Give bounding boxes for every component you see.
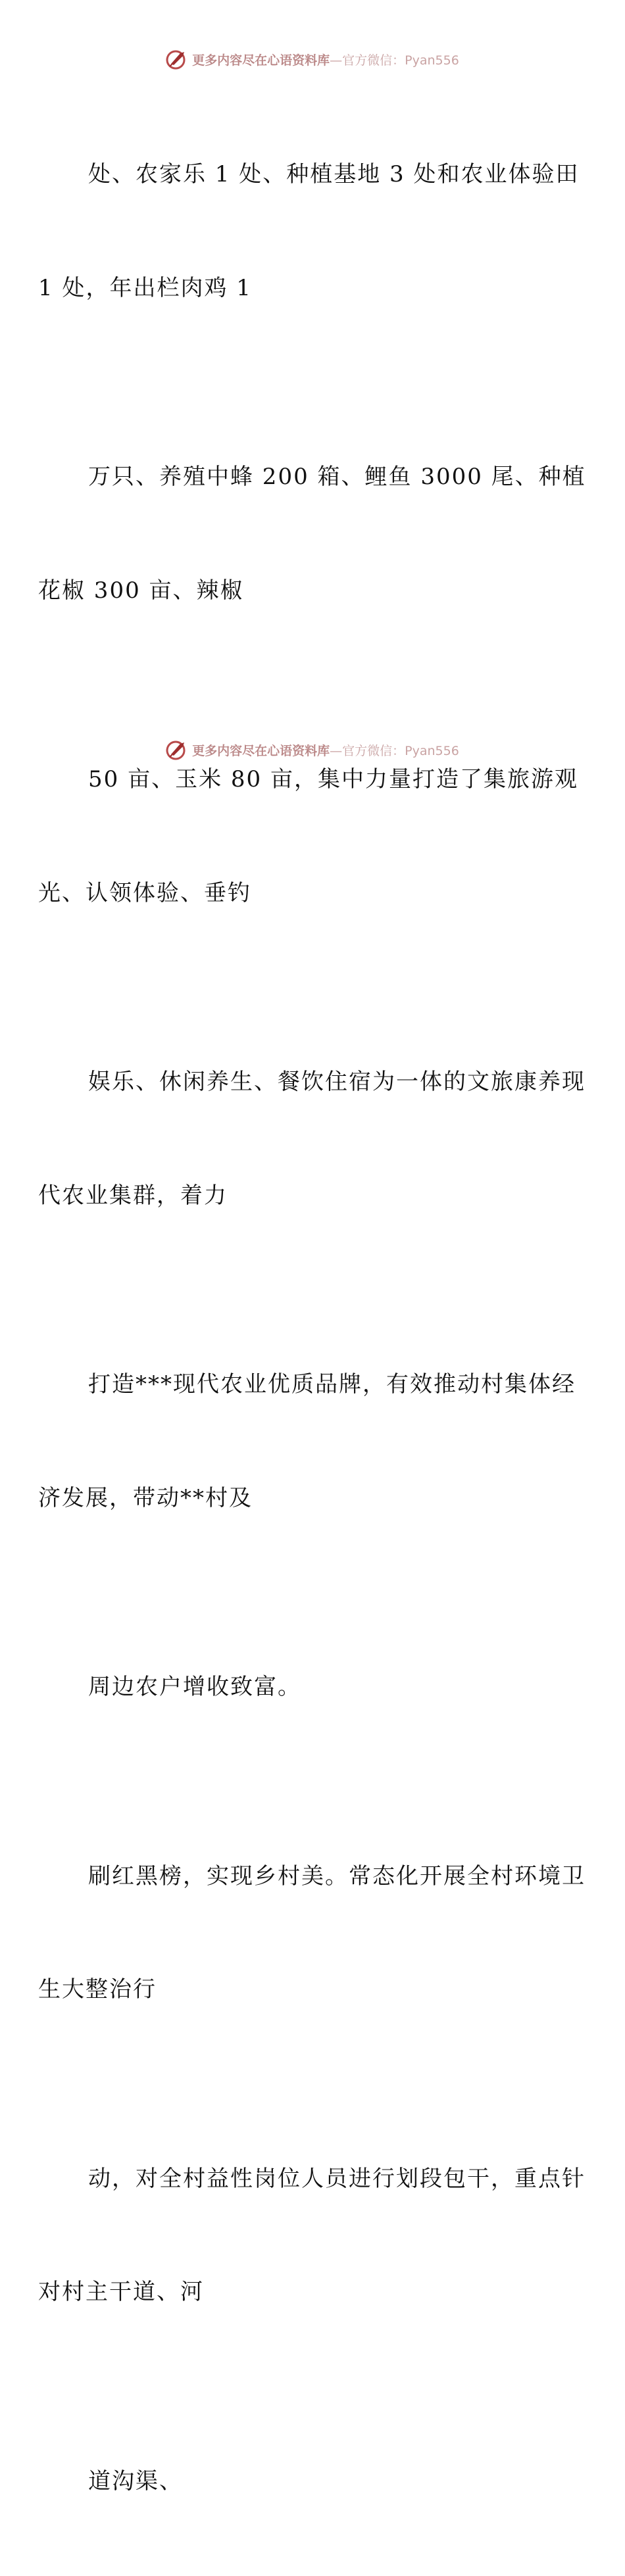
- paragraph: [63, 1593, 570, 1782]
- quill-logo-icon: [166, 48, 188, 70]
- text-line: 代农业集群，着力: [63, 1177, 570, 1215]
- paragraph: [63, 2085, 570, 2387]
- paragraph: [63, 1290, 570, 1593]
- footer-watermark: [0, 737, 625, 763]
- text-line: 万只、养殖中蜂 200 箱、鲤鱼 3000 尾、种植: [63, 458, 570, 497]
- watermark-brand: 更多内容尽在心语资料库: [192, 744, 330, 758]
- watermark-wechat: 官方微信：Pyan556: [342, 744, 459, 758]
- text-line: 打造***现代农业优质品牌，有效推动村集体经: [63, 1366, 570, 1404]
- paragraph: [63, 988, 570, 1290]
- text-line: 处、农家乐 1 处、种植基地 3 处和农业体验田: [63, 156, 570, 194]
- text-line: 对村主干道、河: [63, 2273, 570, 2312]
- text-line: 生大整治行: [63, 1971, 570, 2009]
- watermark-text: [192, 51, 459, 68]
- text-line: 花椒 300 亩、辣椒: [63, 572, 570, 610]
- text-line: 道沟渠、: [63, 2463, 570, 2501]
- paragraph: [63, 2387, 570, 2576]
- text-line: 刷红黑榜，实现乡村美。常态化开展全村环境卫: [63, 1858, 570, 1896]
- text-line: 光、认领体验、垂钓: [63, 875, 570, 913]
- watermark-brand: 更多内容尽在心语资料库: [192, 53, 330, 68]
- text-line: 济发展，带动**村及: [63, 1480, 570, 1518]
- text-line: 50 亩、玉米 80 亩，集中力量打造了集旅游观: [63, 761, 570, 799]
- document-body: [63, 80, 570, 2576]
- watermark-separator: —: [330, 53, 342, 68]
- watermark-text: [192, 741, 459, 759]
- text-line: 1 处，年出栏肉鸡 1: [63, 270, 570, 308]
- text-line: 动，对全村益性岗位人员进行划段包干，重点针: [63, 2160, 570, 2199]
- paragraph: [63, 1782, 570, 2085]
- text-line: 娱乐、休闲养生、餐饮住宿为一体的文旅康养现: [63, 1063, 570, 1102]
- watermark-separator: —: [330, 744, 342, 758]
- watermark-wechat: 官方微信：Pyan556: [342, 53, 459, 68]
- header-watermark: [0, 46, 625, 72]
- paragraph: [63, 685, 570, 988]
- paragraph: [63, 383, 570, 685]
- text-line: 周边农户增收致富。: [63, 1668, 570, 1707]
- paragraph: [63, 80, 570, 383]
- quill-logo-icon: [166, 739, 188, 761]
